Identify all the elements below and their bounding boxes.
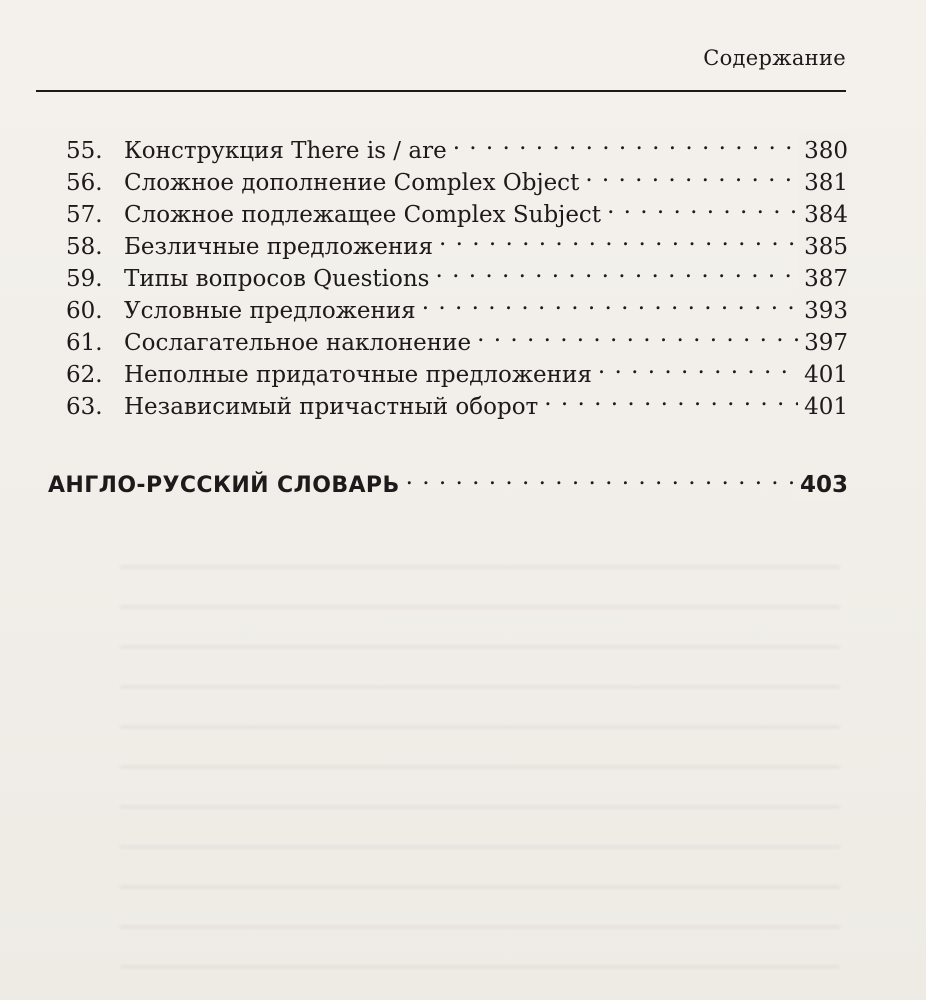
dot-leader (477, 318, 798, 350)
toc-entry-number: 57. (66, 202, 103, 228)
dot-leader (439, 222, 798, 254)
toc-entry-number: 62. (66, 362, 103, 388)
dot-leader (406, 460, 794, 492)
toc-entry-page: 393 (798, 295, 848, 327)
toc-entry-number: 59. (66, 266, 103, 292)
toc-entry-number: 61. (66, 330, 103, 356)
dictionary-entry (48, 460, 848, 498)
toc-entry-page: 380 (798, 135, 848, 167)
dot-leader (585, 158, 798, 190)
header-rule (36, 90, 846, 92)
toc-entry (66, 126, 848, 164)
toc-entry-number: 63. (66, 394, 103, 420)
toc-entry-title: Сложное дополнение Complex Object (124, 170, 580, 196)
dictionary-page: 403 (794, 468, 848, 502)
running-header (36, 40, 846, 92)
toc-entry-page: 384 (798, 199, 848, 231)
table-of-contents (66, 126, 848, 420)
toc-entry-page: 385 (798, 231, 848, 263)
dictionary-title: АНГЛО-РУССКИЙ СЛОВАРЬ (48, 473, 400, 498)
toc-entry-title: Сослагательное наклонение (124, 330, 472, 356)
dot-leader (435, 254, 798, 286)
toc-entry-page: 387 (798, 263, 848, 295)
toc-entry-title: Типы вопросов Questions (124, 266, 430, 292)
dot-leader (607, 190, 798, 222)
header-title: Содержание (703, 46, 846, 70)
show-through-text (120, 540, 840, 980)
toc-entry-number: 56. (66, 170, 103, 196)
toc-entry-title: Конструкция There is / are (124, 138, 447, 164)
toc-entry-title: Неполные придаточные предложения (124, 362, 592, 388)
toc-entry-number: 58. (66, 234, 103, 260)
toc-entry-title: Условные предложения (124, 298, 416, 324)
toc-entry-title: Независимый причастный оборот (124, 394, 539, 420)
dot-leader (422, 286, 798, 318)
toc-entry-number: 60. (66, 298, 103, 324)
toc-entry-title: Безличные предложения (124, 234, 433, 260)
toc-entry-page: 401 (798, 359, 848, 391)
dot-leader (453, 126, 798, 158)
dot-leader (544, 382, 798, 414)
toc-entry-page: 381 (798, 167, 848, 199)
toc-entry-page: 401 (798, 391, 848, 423)
toc-entry-title: Сложное подлежащее Complex Subject (124, 202, 602, 228)
dot-leader (598, 350, 798, 382)
toc-entry-page: 397 (798, 327, 848, 359)
toc-entry-number: 55. (66, 138, 103, 164)
